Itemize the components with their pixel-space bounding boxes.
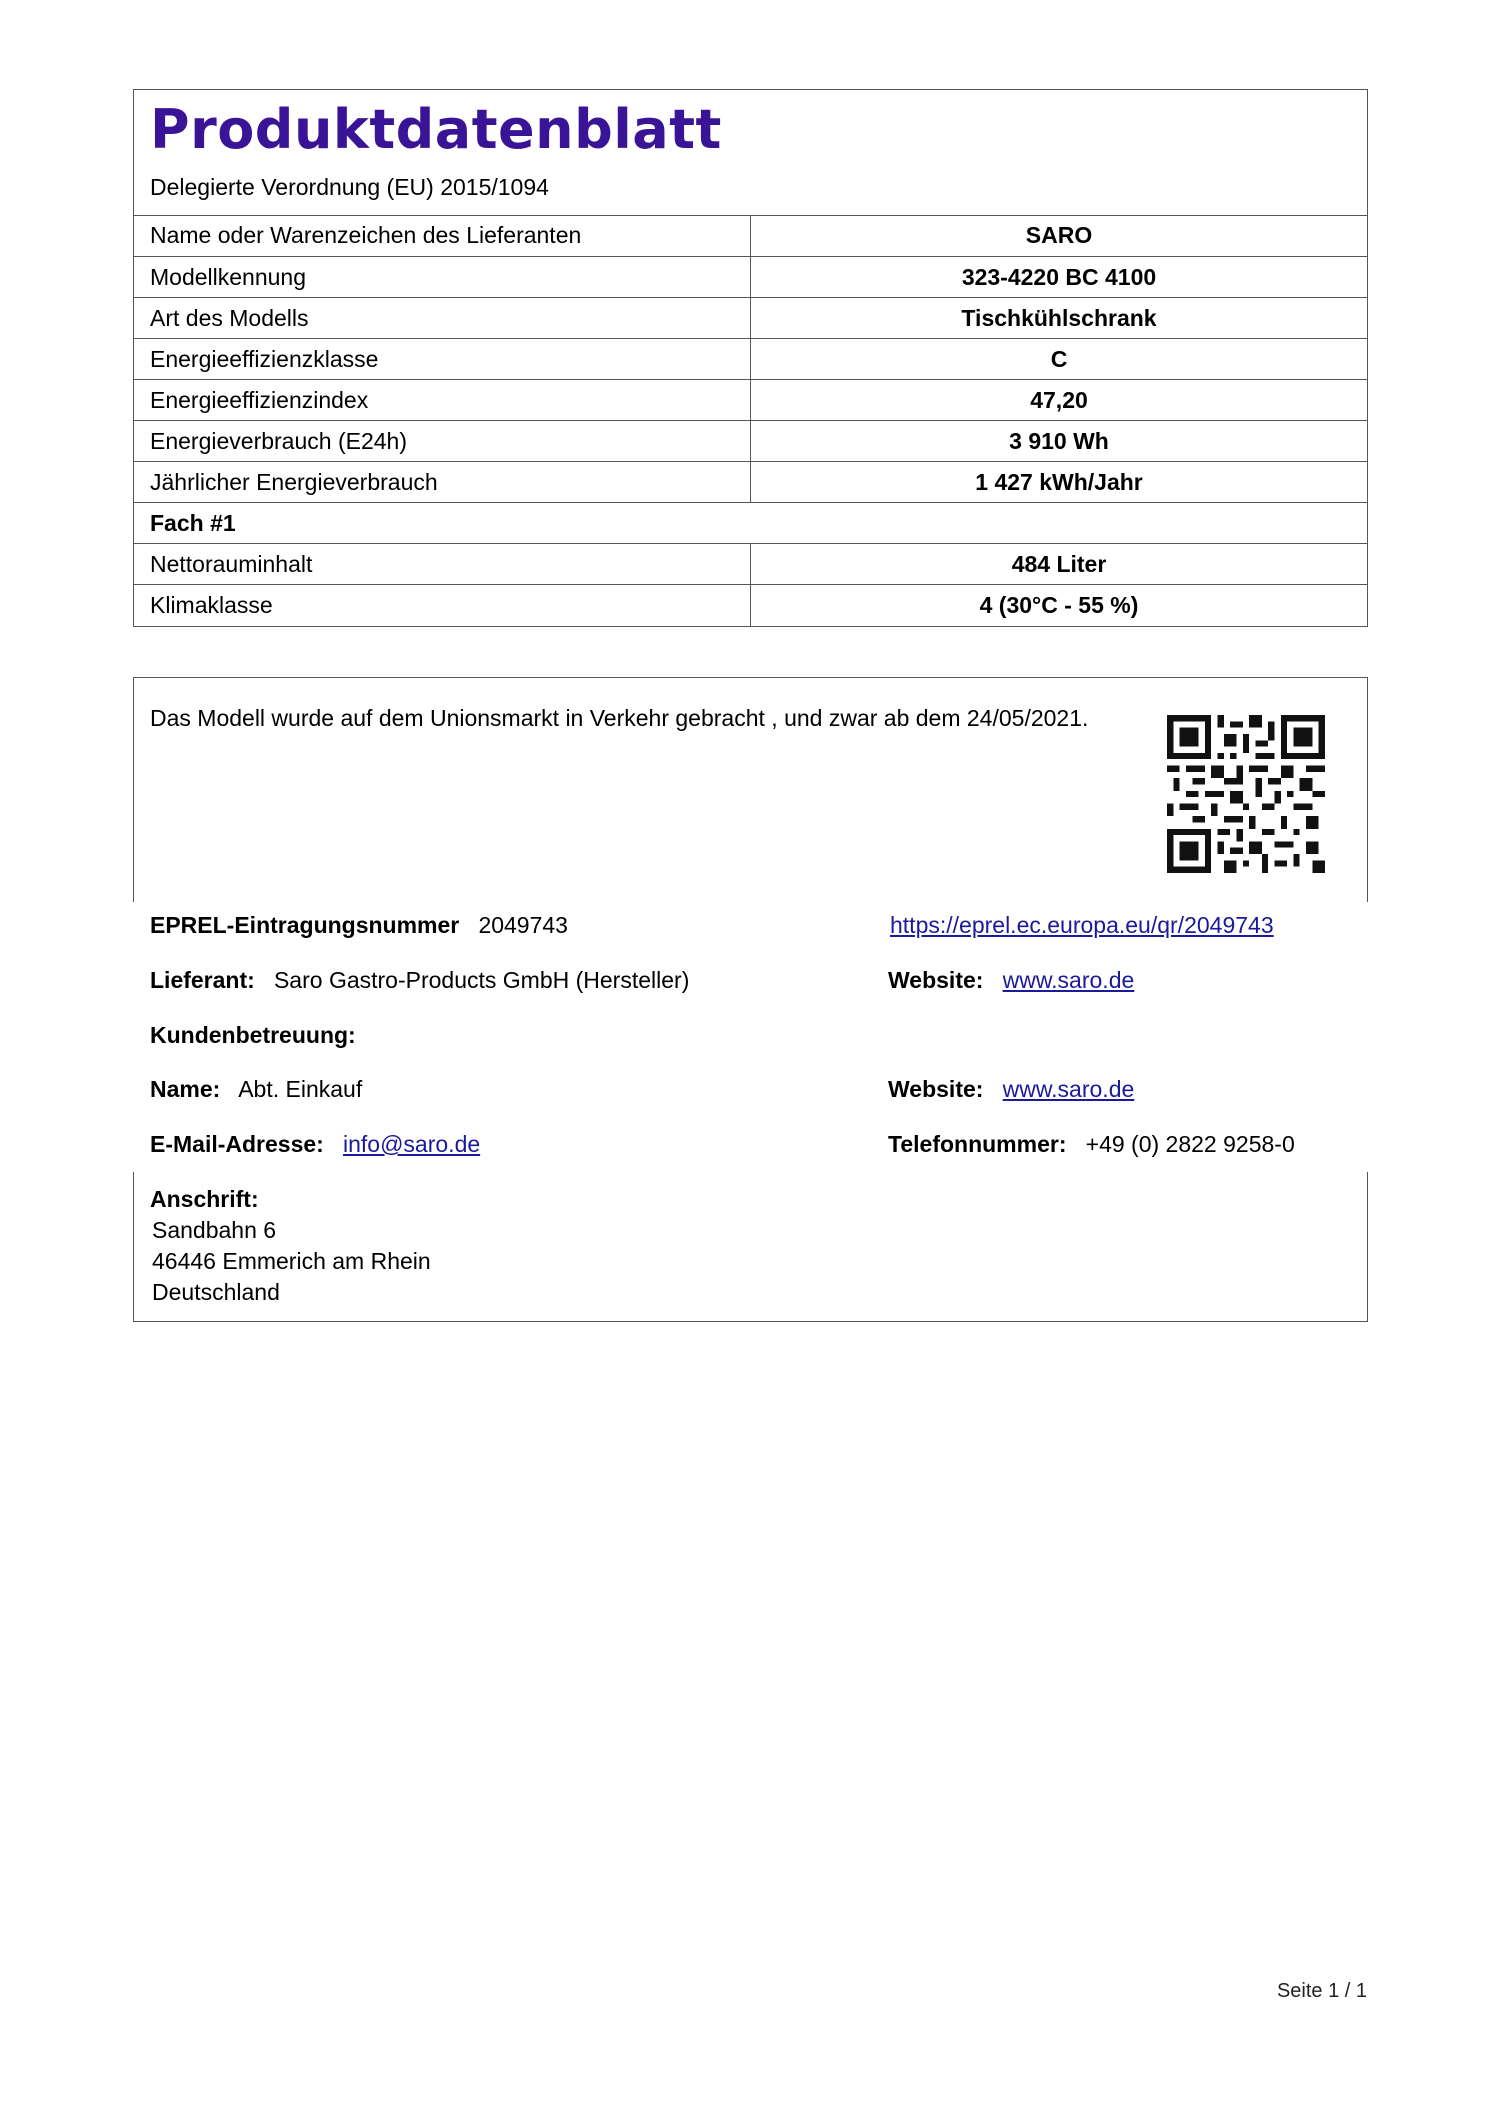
supplier-label: Name oder Warenzeichen des Lieferanten xyxy=(134,216,751,257)
phone-row xyxy=(888,1131,1295,1158)
table-row xyxy=(134,257,1367,298)
info-box xyxy=(133,677,1368,1322)
eprel-link[interactable]: https://eprel.ec.europa.eu/qr/2049743 xyxy=(890,912,1274,938)
contact-name-label: Name: xyxy=(150,1076,221,1102)
volume-label: Nettorauminhalt xyxy=(134,544,751,585)
type-value: Tischkühlschrank xyxy=(751,298,1368,339)
eprel-number: 2049743 xyxy=(478,912,568,938)
model-value: 323-4220 BC 4100 xyxy=(751,257,1368,298)
type-label: Art des Modells xyxy=(134,298,751,339)
website-row xyxy=(888,967,1134,994)
supplier-info-value: Saro Gastro-Products GmbH (Hersteller) xyxy=(273,967,690,993)
model-label: Modellkennung xyxy=(134,257,751,298)
table-row xyxy=(134,585,1367,626)
email-link[interactable]: info@saro.de xyxy=(343,1131,481,1157)
qr-code-icon[interactable] xyxy=(1167,715,1325,873)
class-value: C xyxy=(751,339,1368,380)
class-label: Energieeffizienzklasse xyxy=(134,339,751,380)
e24-label: Energieverbrauch (E24h) xyxy=(134,421,751,462)
divider xyxy=(133,1321,1368,1322)
e24-value: 3 910 Wh xyxy=(751,421,1368,462)
table-row xyxy=(134,216,1367,257)
table-row xyxy=(134,380,1367,421)
website-row-2 xyxy=(888,1076,1134,1103)
divider xyxy=(133,677,134,902)
address-line: 46446 Emmerich am Rhein xyxy=(152,1248,431,1274)
divider xyxy=(1367,1172,1368,1322)
page-title: Produktdatenblatt xyxy=(150,98,722,161)
climate-value: 4 (30°C - 55 %) xyxy=(751,585,1368,626)
divider xyxy=(133,1172,134,1322)
email-label: E-Mail-Adresse: xyxy=(150,1131,324,1157)
website-link[interactable]: www.saro.de xyxy=(1002,967,1135,993)
supplier-row xyxy=(150,967,689,994)
table-row xyxy=(134,503,1367,544)
address-line: Sandbahn 6 xyxy=(152,1217,277,1243)
regulation-subtitle: Delegierte Verordnung (EU) 2015/1094 xyxy=(150,173,549,200)
website-label: Website: xyxy=(888,967,984,993)
address-line: Deutschland xyxy=(152,1279,280,1305)
phone-value: +49 (0) 2822 9258-0 xyxy=(1085,1131,1295,1157)
contact-name-row xyxy=(150,1076,362,1103)
divider xyxy=(133,677,1368,678)
eprel-label: EPREL-Eintragungsnummer xyxy=(150,912,460,938)
website-link-2[interactable]: www.saro.de xyxy=(1002,1076,1135,1102)
annual-label: Jährlicher Energieverbrauch xyxy=(134,462,751,503)
product-data-sheet xyxy=(133,89,1368,627)
volume-value: 484 Liter xyxy=(751,544,1368,585)
email-row xyxy=(150,1131,480,1158)
spec-table xyxy=(134,216,1367,626)
index-label: Energieeffizienzindex xyxy=(134,380,751,421)
contact-name-value: Abt. Einkauf xyxy=(238,1076,363,1102)
table-row xyxy=(134,298,1367,339)
customer-support-heading: Kundenbetreuung: xyxy=(150,1022,356,1048)
phone-label: Telefonnummer: xyxy=(888,1131,1067,1157)
compartment-heading: Fach #1 xyxy=(134,503,1367,544)
table-row xyxy=(134,544,1367,585)
market-date-text: Das Modell wurde auf dem Unionsmarkt in Verkehr gebracht , und zwar ab dem 24/05/2021. xyxy=(150,705,1089,731)
title-block xyxy=(134,90,1367,216)
climate-label: Klimaklasse xyxy=(134,585,751,626)
table-row xyxy=(134,339,1367,380)
divider xyxy=(1367,677,1368,902)
supplier-value: SARO xyxy=(1025,222,1093,249)
annual-value: 1 427 kWh/Jahr xyxy=(751,462,1368,503)
page-number: Seite 1 / 1 xyxy=(1276,1980,1367,2002)
eprel-row xyxy=(150,912,568,939)
supplier-info-label: Lieferant: xyxy=(150,967,255,993)
table-row xyxy=(134,462,1367,503)
index-value: 47,20 xyxy=(751,380,1368,421)
address-label: Anschrift: xyxy=(150,1186,259,1212)
table-row xyxy=(134,421,1367,462)
website-label-2: Website: xyxy=(888,1076,984,1102)
